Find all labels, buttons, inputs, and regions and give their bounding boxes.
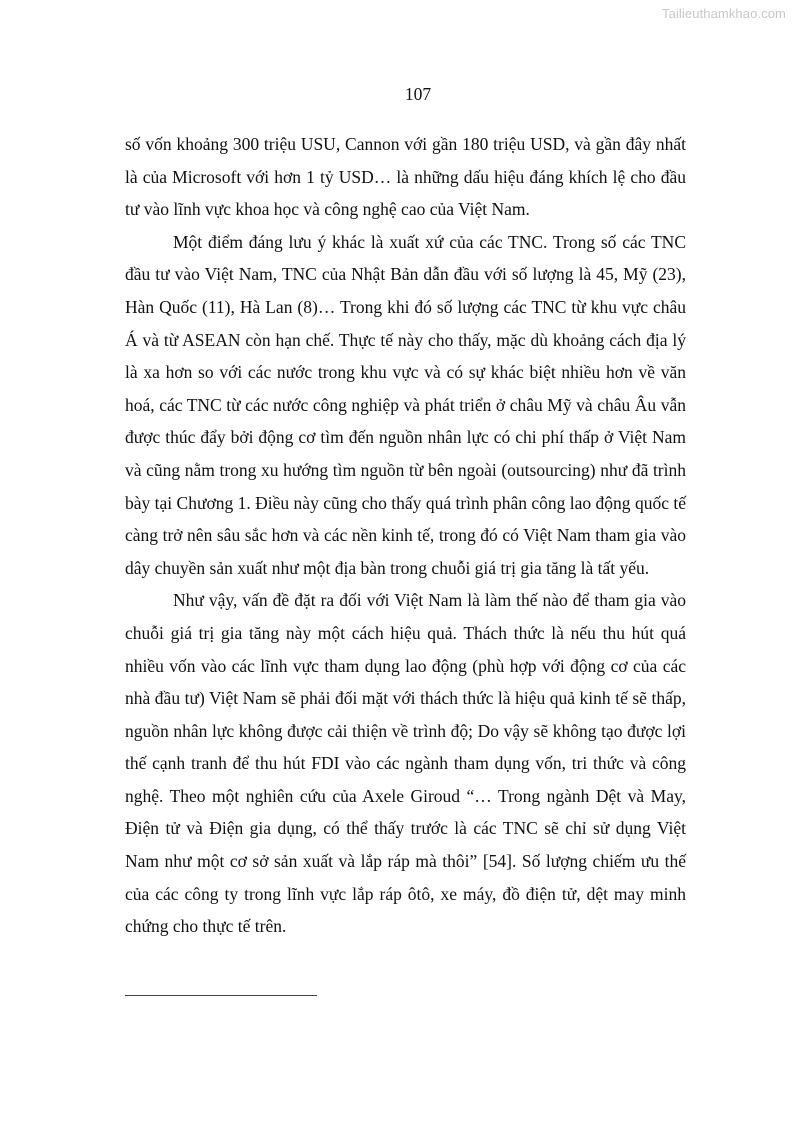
paragraph-2: Một điểm đáng lưu ý khác là xuất xứ của các TNC. Trong số các TNC đầu tư vào Việt Nam, TNC của Nhật Bản dẫn đầu với số lượng là 45, Mỹ (23), Hàn Quốc (11), Hà Lan (8)… Trong khi đó số lượng các TNC từ khu vực châu Á và từ ASEAN còn hạn chế. Thực tế này cho thấy, mặc dù khoảng cách địa lý là xa hơn so với các nước trong khu vực và có sự khác biệt nhiều hơn về văn hoá, các TNC từ các nước công nghiệp và phát triển ở châu Mỹ và châu Âu vẫn được thúc đẩy bởi động cơ tìm đến nguồn nhân lực có chi phí thấp ở Việt Nam và cũng nằm trong xu hướng tìm nguồn từ bên ngoài (outsourcing) như đã trình bày tại Chương 1. Điều này cũng cho thấy quá trình phân công lao động quốc tế càng trở nên sâu sắc hơn và các nền kinh tế, trong đó có Việt Nam tham gia vào dây chuyền sản xuất như một địa bàn trong chuỗi giá trị gia tăng là tất yếu. <box>125 231 686 578</box>
footnote-separator <box>125 995 317 996</box>
body-text <box>125 128 686 943</box>
paragraph-3: Như vậy, vấn đề đặt ra đối với Việt Nam là làm thế nào để tham gia vào chuỗi giá trị gia tăng này một cách hiệu quả. Thách thức là nếu thu hút quá nhiều vốn vào các lĩnh vực tham dụng lao động (phù hợp với động cơ của các nhà đầu tư) Việt Nam sẽ phải đối mặt với thách thức là hiệu quả kinh tế sẽ thấp, nguồn nhân lực không được cải thiện về trình độ; Do vậy sẽ không tạo được lợi thế cạnh tranh để thu hút FDI vào các ngành tham dụng vốn, tri thức và công nghệ. Theo một nghiên cứu của Axele Giroud “… Trong ngành Dệt và May, Điện tử và Điện gia dụng, có thể thấy trước là các TNC sẽ chỉ sử dụng Việt Nam như một cơ sở sản xuất và lắp ráp mà thôi” [54]. Số lượng chiếm ưu thế của các công ty trong lĩnh vực lắp ráp ôtô, xe máy, đồ điện tử, dệt may minh chứng cho thực tế trên. <box>125 590 686 937</box>
page-number: 107 <box>404 84 432 104</box>
paragraph-1: số vốn khoảng 300 triệu USU, Cannon với gần 180 triệu USD, và gần đây nhất là của Microsoft với hơn 1 tỷ USD… là những dấu hiệu đáng khích lệ cho đầu tư vào lĩnh vực khoa học và công nghệ cao của Việt Nam. <box>125 134 686 220</box>
watermark: Tailieuthamkhao.com <box>661 6 786 21</box>
